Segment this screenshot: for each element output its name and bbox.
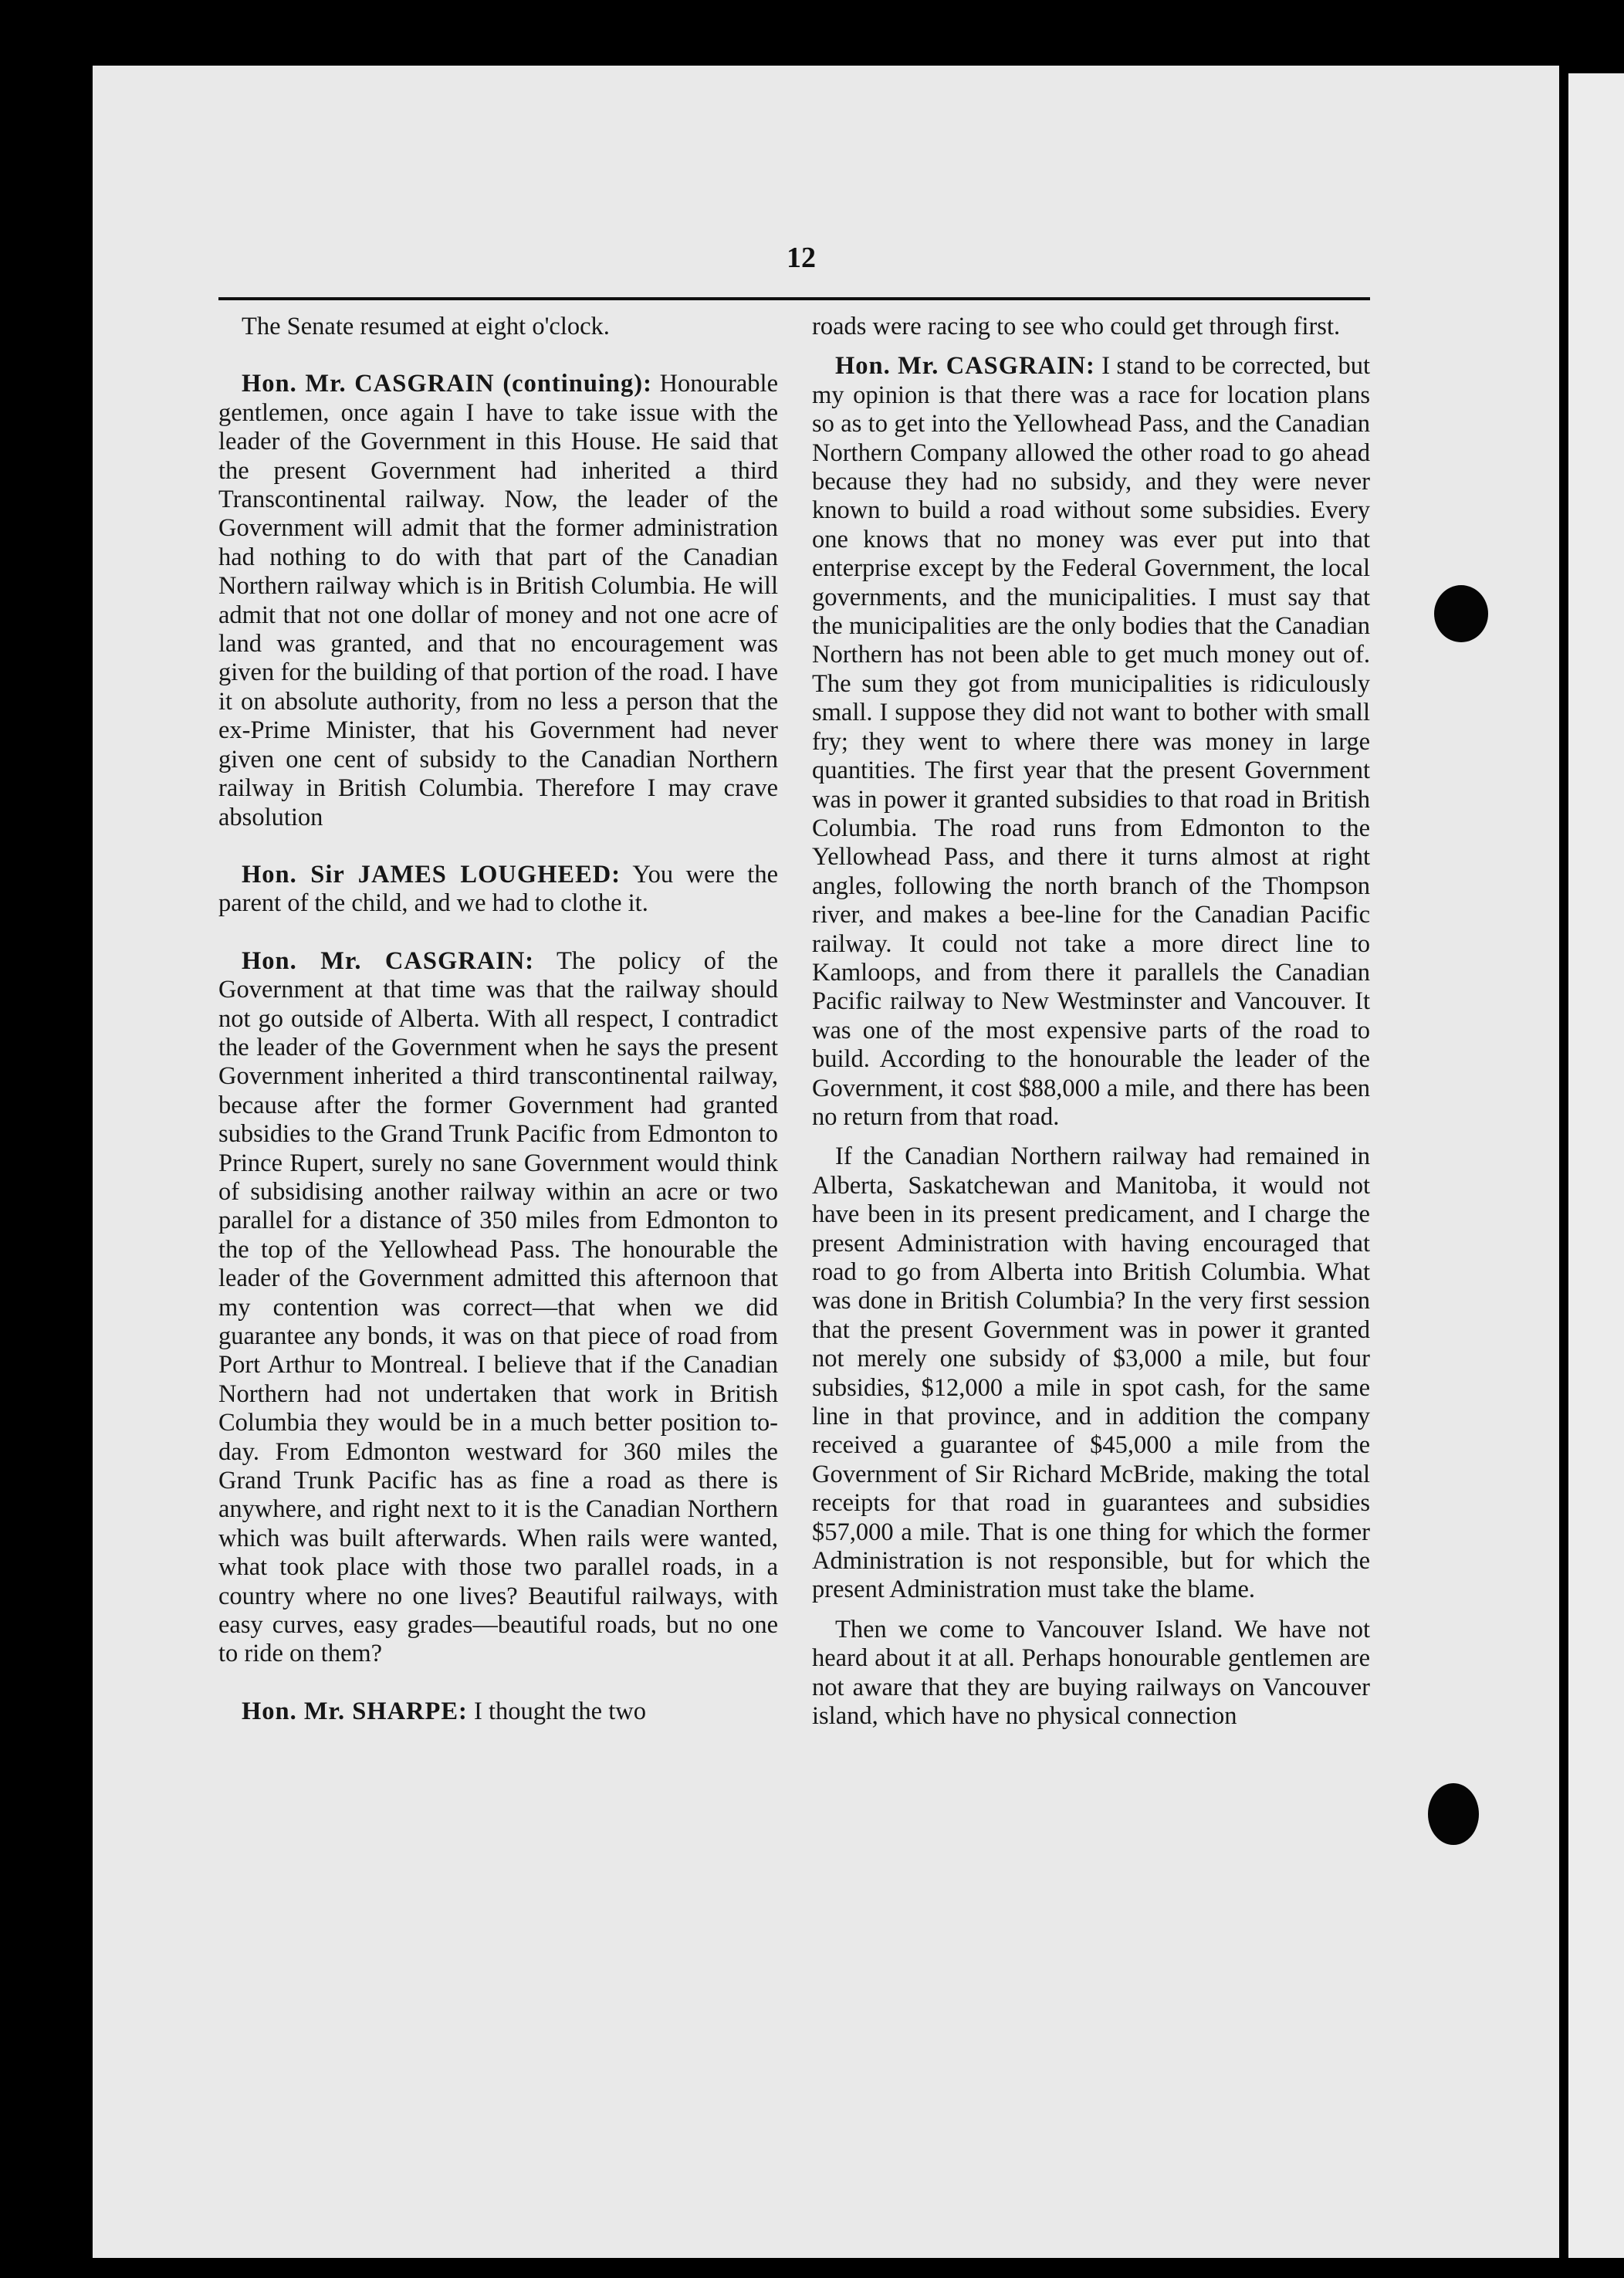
speaker-name: Hon. Mr. CASGRAIN: (242, 946, 535, 975)
paragraph-text: Honourable gentlemen, once again I have to take issue with the leader of the Government in this House. He said that the present Government had inherited a third Transcontinental railway. Now, the leader of the Government will admit that the former administration had nothing to do with that part of the Canadian Northern railway which is in British Columbia. He will admit that not one dollar of money and not one acre of land was granted, and that no encouragement was given for the building of that portion of the road. I have it on absolute authority, from no less a person that the ex-Prime Minister, that his Government had never given one cent of subsidy to the Canadian Northern railway in British Columbia. Therefore I may crave absolution (218, 370, 778, 831)
page-number: 12 (787, 242, 816, 274)
paragraph (812, 1616, 1370, 1731)
speaker-name: Hon. Mr. CASGRAIN: (835, 352, 1095, 381)
speaker-name: Hon. Mr. SHARPE: (242, 1697, 468, 1725)
speaker-name: Hon. Mr. CASGRAIN (continuing): (242, 370, 652, 398)
paragraph (218, 861, 778, 919)
adjacent-page-edge (1568, 73, 1624, 2258)
left-column (218, 313, 778, 1726)
right-column (812, 313, 1370, 1731)
header-rule (218, 297, 1370, 300)
punch-hole-lower (1428, 1783, 1479, 1845)
paragraph-text: Then we come to Vancouver Island. We have not heard about it at all. Perhaps honourable gentlemen are not aware that they are buying railways on Vancouver island, which have no physical connection (812, 1615, 1370, 1731)
paragraph (218, 947, 778, 1669)
paragraph (812, 313, 1370, 341)
speaker-name: Hon. Sir JAMES LOUGHEED: (242, 860, 621, 889)
paragraph-text: I stand to be corrected, but my opinion is that there was a race for location plans so as to get into the Yellowhead Pass, and the Canadian Northern Company allowed the other road to go ahead because they had no subsidy, and they were never known to build a road without some subsidies. Every one knows that no money was ever put into that enterprise except by the Federal Government, the local governments, and the municipalities. I must say that the municipalities are the only bodies that the Canadian Northern has not been able to get much money out of. The sum they got from municipalities is ridiculously small. I suppose they did not want to bother with small fry; they went to where there was money in large quantities. The first year that the present Government was in power it granted subsidies to that road in British Columbia. The road runs from Edmonton to the Yellowhead Pass, and there it turns almost at right angles, following the north branch of the Thompson river, and makes a bee-line for the Canadian Pacific railway. It could not take a more direct line to Kamloops, and from there it parallels the Canadian Pacific railway to New Westminster and Vancouver. It was one of the most expensive parts of the road to build. According to the honourable the leader of the Government, it cost $88,000 a mile, and there has been no return from that road. (812, 352, 1370, 1131)
paragraph (218, 1697, 778, 1726)
paragraph-text: roads were racing to see who could get through first. (812, 313, 1341, 340)
paragraph (812, 352, 1370, 1132)
paragraph-text: If the Canadian Northern railway had remained in Alberta, Saskatchewan and Manitoba, it would not have been in its present predicament, and I charge the present Administration with having encouraged that road to go from Alberta into British Columbia. What was done in British Columbia? In the very first session that the present Government was in power it granted not merely one subsidy of $3,000 a mile, but four subsidies, $12,000 a mile in spot cash, for the same line in that province, and in addition the company received a guarantee of $45,000 a mile from the Government of Sir Richard McBride, making the total receipts for that road in guarantees and subsidies $57,000 a mile. That is one thing for which the former Administration is not responsible, but for which the present Administration must take the blame. (812, 1142, 1370, 1604)
paragraph (812, 1142, 1370, 1605)
paragraph-text: I thought the two (467, 1697, 646, 1725)
paragraph (218, 313, 778, 341)
punch-hole-upper (1434, 585, 1488, 642)
paragraph-text: You were the parent of the child, and we had to clothe it. (218, 860, 778, 918)
paragraph-text: The Senate resumed at eight o'clock. (242, 313, 610, 340)
paragraph-text: The policy of the Government at that time was that the railway should not go outside of Alberta. With all respect, I contradict the leader of the Government when he says the present Government inherited a third transcontinental railway, because after the former Government had granted subsidies to the Grand Trunk Pacific from Edmonton to Prince Rupert, surely no sane Government would think of subsidising another railway within an acre or two parallel for a distance of 350 miles from Edmonton to the top of the Yellowhead Pass. The honourable the leader of the Government admitted this afternoon that my contention was correct—that when we did guarantee any bonds, it was on that piece of road from Port Arthur to Montreal. I believe that if the Canadian Northern had not undertaken that work in British Columbia they would be in a much better position to-day. From Edmonton westward for 360 miles the Grand Trunk Pacific has as fine a road as there is anywhere, and right next to it is the Canadian Northern which was built afterwards. When rails were wanted, what took place with those two parallel roads, in a country where no one lives? Beautiful railways, with easy curves, easy grades—beautiful roads, but no one to ride on them? (218, 946, 779, 1668)
paragraph (218, 370, 778, 832)
